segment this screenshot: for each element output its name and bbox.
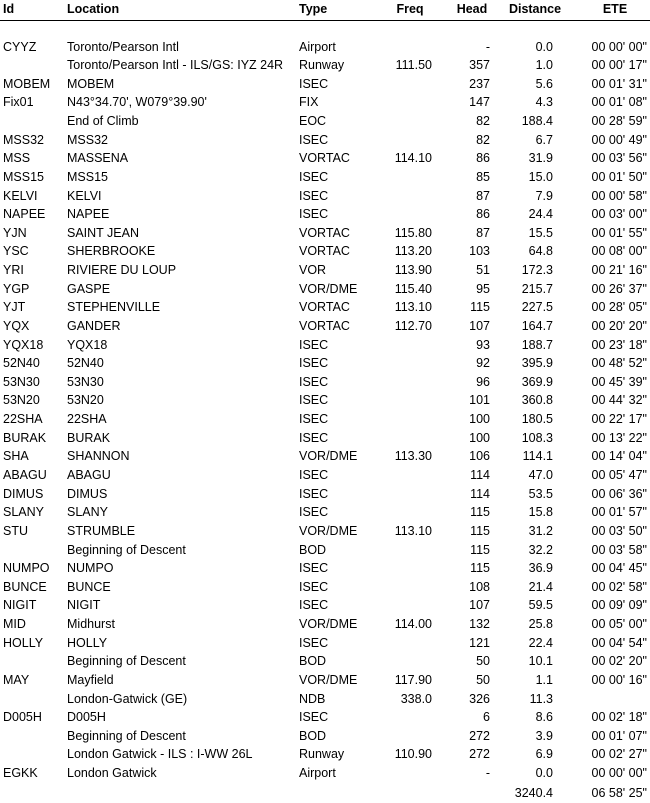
cell-head: 115 [470, 505, 490, 520]
cell-id: KELVI [3, 188, 38, 203]
cell-type: ISEC [299, 188, 329, 203]
cell-location: ABAGU [67, 467, 111, 482]
table-row[interactable] [0, 168, 650, 187]
cell-freq: 338.0 [400, 691, 432, 706]
cell-location: 52N40 [67, 356, 104, 371]
cell-ete: 00 00' 58" [591, 188, 647, 203]
cell-type: ISEC [299, 467, 329, 482]
table-row[interactable] [0, 485, 650, 504]
table-row[interactable] [0, 671, 650, 690]
cell-head: 108 [469, 579, 490, 594]
cell-distance: 15.5 [528, 225, 553, 240]
cell-location: GANDER [67, 318, 121, 333]
cell-id: YSC [3, 244, 29, 259]
cell-ete: 00 01' 07" [591, 728, 647, 743]
cell-type: VORTAC [299, 225, 350, 240]
cell-id: YRI [3, 263, 24, 278]
cell-type: FIX [299, 95, 319, 110]
cell-id: EGKK [3, 766, 38, 781]
totals-row [0, 784, 650, 802]
cell-head: 101 [469, 393, 490, 408]
cell-head: 50 [476, 654, 490, 669]
cell-distance: 15.0 [528, 169, 553, 184]
cell-id: DIMUS [3, 486, 44, 501]
table-row[interactable] [0, 522, 650, 541]
table-row[interactable] [0, 764, 650, 783]
cell-head: - [485, 766, 490, 781]
cell-location: DIMUS [67, 486, 108, 501]
cell-location: Toronto/Pearson Intl - ILS/GS: IYZ 24R [67, 58, 284, 73]
header-location[interactable]: Location [67, 2, 120, 16]
cell-type: ISEC [299, 710, 329, 725]
cell-location: SHERBROOKE [67, 244, 156, 259]
cell-distance: 53.5 [528, 486, 553, 501]
table-row[interactable] [0, 578, 650, 597]
table-header [0, 0, 650, 21]
cell-location: MSS32 [67, 132, 108, 147]
cell-ete: 00 00' 00" [591, 39, 647, 54]
cell-head: 51 [476, 263, 490, 278]
cell-type: ISEC [299, 393, 329, 408]
header-freq[interactable]: Freq [396, 2, 424, 16]
cell-location: BUNCE [67, 579, 111, 594]
cell-ete: 00 02' 18" [591, 710, 647, 725]
cell-type: Airport [299, 39, 336, 54]
cell-distance: 4.3 [535, 95, 553, 110]
table-row[interactable] [0, 559, 650, 578]
table-row[interactable] [0, 131, 650, 150]
cell-ete: 00 00' 17" [591, 58, 647, 73]
table-row[interactable] [0, 708, 650, 727]
table-row[interactable] [0, 727, 650, 746]
cell-type: VOR/DME [299, 281, 358, 296]
cell-ete: 00 26' 37" [591, 281, 647, 296]
cell-head: 132 [469, 617, 490, 632]
cell-freq: 113.10 [394, 300, 432, 315]
cell-ete: 00 01' 57" [591, 505, 647, 520]
cell-location: SAINT JEAN [67, 225, 140, 240]
cell-id: NAPEE [3, 207, 46, 222]
cell-id: BUNCE [3, 579, 47, 594]
cell-location: SLANY [67, 505, 108, 520]
cell-head: 115 [470, 542, 490, 557]
cell-distance: 47.0 [528, 467, 553, 482]
cell-id: 53N20 [3, 393, 40, 408]
cell-distance: 1.0 [535, 58, 553, 73]
cell-distance: 188.7 [521, 337, 553, 352]
cell-distance: 3.9 [535, 728, 553, 743]
cell-type: ISEC [299, 505, 329, 520]
cell-id: BURAK [3, 430, 47, 445]
table-row[interactable] [0, 447, 650, 466]
cell-type: Runway [299, 747, 345, 762]
table-row[interactable] [0, 690, 650, 709]
table-row[interactable] [0, 596, 650, 615]
table-row[interactable] [0, 205, 650, 224]
cell-id: MAY [3, 672, 30, 687]
cell-head: 357 [469, 58, 490, 73]
cell-type: BOD [299, 654, 327, 669]
cell-type: VORTAC [299, 300, 350, 315]
cell-head: 100 [469, 430, 490, 445]
cell-id: YQX [3, 318, 30, 333]
table-row[interactable] [0, 410, 650, 429]
cell-id: MSS [3, 151, 31, 166]
total-ete: 06 58' 25" [591, 786, 647, 800]
cell-head: 272 [469, 728, 490, 743]
cell-location: N43°34.70', W079°39.90' [67, 95, 207, 110]
cell-head: 86 [476, 151, 490, 166]
cell-head: 86 [476, 207, 490, 222]
cell-location: NIGIT [67, 598, 101, 613]
header-id[interactable]: Id [3, 2, 15, 16]
cell-location: STEPHENVILLE [67, 300, 161, 315]
cell-id: 52N40 [3, 356, 40, 371]
table-row[interactable] [0, 298, 650, 317]
cell-head: 95 [476, 281, 490, 296]
cell-type: NDB [299, 691, 326, 706]
cell-ete: 00 01' 08" [591, 95, 647, 110]
cell-location: NAPEE [67, 207, 110, 222]
cell-distance: 114.1 [522, 449, 553, 464]
table-row[interactable] [0, 745, 650, 764]
cell-distance: 215.7 [521, 281, 553, 296]
cell-head: 96 [476, 374, 490, 389]
cell-head: - [485, 39, 490, 54]
cell-head: 106 [469, 449, 490, 464]
cell-location: MOBEM [67, 76, 115, 91]
cell-type: VORTAC [299, 151, 350, 166]
cell-distance: 64.8 [528, 244, 553, 259]
cell-ete: 00 45' 39" [591, 374, 647, 389]
cell-freq: 114.10 [394, 151, 432, 166]
cell-freq: 113.20 [394, 244, 432, 259]
cell-id: YGP [3, 281, 30, 296]
table-row[interactable] [0, 373, 650, 392]
cell-id: Fix01 [3, 95, 34, 110]
cell-location: RIVIERE DU LOUP [67, 263, 177, 278]
cell-id: YJT [3, 300, 26, 315]
table-row[interactable] [0, 75, 650, 94]
cell-type: Airport [299, 766, 336, 781]
cell-location: London Gatwick - ILS : I-WW 26L [67, 747, 253, 762]
cell-head: 114 [470, 486, 490, 501]
cell-distance: 188.4 [521, 114, 553, 129]
cell-ete: 00 03' 56" [591, 151, 647, 166]
cell-id: YJN [3, 225, 27, 240]
cell-distance: 164.7 [521, 318, 553, 333]
cell-type: ISEC [299, 374, 329, 389]
cell-freq: 115.40 [394, 281, 432, 296]
cell-ete: 00 22' 17" [591, 412, 647, 427]
cell-head: 121 [469, 635, 490, 650]
table-row[interactable] [0, 224, 650, 243]
cell-id: CYYZ [3, 39, 37, 54]
cell-location: YQX18 [67, 337, 108, 352]
table-row[interactable] [0, 429, 650, 448]
cell-ete: 00 05' 00" [591, 617, 647, 632]
cell-type: ISEC [299, 76, 329, 91]
cell-head: 107 [469, 318, 490, 333]
cell-distance: 32.2 [528, 542, 553, 557]
cell-freq: 114.00 [394, 617, 432, 632]
cell-location: STRUMBLE [67, 523, 136, 538]
cell-location: Toronto/Pearson Intl [67, 39, 179, 54]
cell-location: D005H [67, 710, 106, 725]
cell-head: 87 [476, 225, 490, 240]
cell-ete: 00 00' 00" [591, 766, 647, 781]
cell-head: 82 [476, 114, 490, 129]
cell-type: ISEC [299, 132, 329, 147]
cell-type: ISEC [299, 337, 329, 352]
cell-distance: 5.6 [535, 76, 553, 91]
cell-location: Mayfield [67, 672, 114, 687]
cell-type: VOR/DME [299, 523, 358, 538]
cell-head: 272 [469, 747, 490, 762]
cell-distance: 31.2 [528, 523, 553, 538]
cell-ete: 00 01' 50" [591, 169, 647, 184]
cell-distance: 0.0 [535, 39, 553, 54]
cell-ete: 00 02' 58" [591, 579, 647, 594]
cell-type: ISEC [299, 169, 329, 184]
cell-distance: 36.9 [528, 561, 553, 576]
cell-distance: 0.0 [535, 766, 553, 781]
cell-distance: 15.8 [528, 505, 553, 520]
cell-type: BOD [299, 542, 327, 557]
table-row[interactable] [0, 503, 650, 522]
cell-id: HOLLY [3, 635, 44, 650]
cell-ete: 00 02' 27" [591, 747, 647, 762]
cell-freq: 110.90 [394, 747, 432, 762]
cell-id: ABAGU [3, 467, 47, 482]
cell-location: Beginning of Descent [67, 654, 186, 669]
header-distance[interactable]: Distance [508, 2, 562, 16]
cell-distance: 227.5 [521, 300, 553, 315]
cell-distance: 360.8 [521, 393, 553, 408]
cell-type: VORTAC [299, 244, 350, 259]
cell-freq: 113.10 [394, 523, 432, 538]
header-ete[interactable]: ETE [602, 2, 628, 16]
cell-location: 53N30 [67, 374, 104, 389]
cell-type: Runway [299, 58, 345, 73]
cell-type: ISEC [299, 356, 329, 371]
cell-id: NUMPO [3, 561, 50, 576]
cell-type: VOR/DME [299, 672, 358, 687]
cell-head: 107 [469, 598, 490, 613]
cell-ete: 00 14' 04" [591, 449, 647, 464]
cell-distance: 108.3 [521, 430, 553, 445]
cell-freq: 117.90 [394, 672, 432, 687]
cell-head: 115 [470, 300, 490, 315]
cell-location: BURAK [67, 430, 111, 445]
cell-freq: 113.30 [394, 449, 432, 464]
cell-location: Midhurst [67, 617, 115, 632]
total-distance: 3240.4 [514, 786, 553, 800]
cell-type: VOR/DME [299, 449, 358, 464]
cell-ete: 00 23' 18" [591, 337, 647, 352]
header-head[interactable]: Head [456, 2, 488, 16]
cell-id: SLANY [3, 505, 44, 520]
table-row[interactable] [0, 317, 650, 336]
cell-head: 92 [476, 356, 490, 371]
table-row[interactable] [0, 541, 650, 560]
cell-head: 103 [469, 244, 490, 259]
cell-id: YQX18 [3, 337, 44, 352]
table-row[interactable] [0, 391, 650, 410]
cell-distance: 21.4 [528, 579, 553, 594]
table-row[interactable] [0, 56, 650, 75]
cell-type: VOR [299, 263, 327, 278]
cell-type: ISEC [299, 412, 329, 427]
table-row[interactable] [0, 38, 650, 57]
cell-ete: 00 00' 16" [591, 672, 647, 687]
cell-location: London Gatwick [67, 766, 157, 781]
cell-type: ISEC [299, 486, 329, 501]
cell-distance: 172.3 [521, 263, 553, 278]
cell-head: 115 [470, 561, 490, 576]
cell-id: MSS32 [3, 132, 44, 147]
cell-distance: 59.5 [528, 598, 553, 613]
cell-head: 326 [469, 691, 490, 706]
cell-head: 115 [470, 523, 490, 538]
cell-ete: 00 04' 54" [591, 635, 647, 650]
cell-distance: 369.9 [521, 374, 553, 389]
cell-ete: 00 03' 58" [591, 542, 647, 557]
cell-ete: 00 28' 05" [591, 300, 647, 315]
cell-location: MASSENA [67, 151, 129, 166]
cell-head: 147 [469, 95, 490, 110]
table-row[interactable] [0, 149, 650, 168]
cell-type: VORTAC [299, 318, 350, 333]
cell-ete: 00 44' 32" [591, 393, 647, 408]
cell-id: NIGIT [3, 598, 37, 613]
cell-location: Beginning of Descent [67, 728, 186, 743]
cell-type: ISEC [299, 207, 329, 222]
cell-head: 87 [476, 188, 490, 203]
cell-ete: 00 03' 50" [591, 523, 647, 538]
table-row[interactable] [0, 242, 650, 261]
cell-freq: 112.70 [394, 318, 432, 333]
cell-ete: 00 05' 47" [591, 467, 647, 482]
cell-distance: 10.1 [528, 654, 553, 669]
cell-type: EOC [299, 114, 327, 129]
cell-id: MID [3, 617, 26, 632]
cell-ete: 00 08' 00" [591, 244, 647, 259]
cell-location: End of Climb [67, 114, 139, 129]
cell-freq: 113.90 [394, 263, 432, 278]
cell-ete: 00 13' 22" [591, 430, 647, 445]
cell-distance: 25.8 [528, 617, 553, 632]
table-row[interactable] [0, 187, 650, 206]
cell-id: MSS15 [3, 169, 44, 184]
cell-id: 22SHA [3, 412, 43, 427]
table-row[interactable] [0, 93, 650, 112]
header-type[interactable]: Type [299, 2, 328, 16]
cell-id: MOBEM [3, 76, 51, 91]
table-row[interactable] [0, 336, 650, 355]
cell-head: 82 [476, 132, 490, 147]
cell-location: 53N20 [67, 393, 104, 408]
cell-ete: 00 03' 00" [591, 207, 647, 222]
table-row[interactable] [0, 615, 650, 634]
cell-location: KELVI [67, 188, 102, 203]
cell-head: 114 [470, 467, 490, 482]
cell-type: ISEC [299, 561, 329, 576]
cell-location: Beginning of Descent [67, 542, 186, 557]
cell-distance: 8.6 [535, 710, 553, 725]
cell-ete: 00 20' 20" [591, 318, 647, 333]
cell-id: D005H [3, 710, 42, 725]
table-row[interactable] [0, 280, 650, 299]
cell-distance: 7.9 [535, 188, 553, 203]
cell-id: 53N30 [3, 374, 40, 389]
cell-head: 50 [476, 672, 490, 687]
cell-distance: 1.1 [535, 672, 553, 687]
table-row[interactable] [0, 652, 650, 671]
cell-head: 85 [476, 169, 490, 184]
cell-type: BOD [299, 728, 327, 743]
cell-ete: 00 09' 09" [591, 598, 647, 613]
cell-type: ISEC [299, 635, 329, 650]
cell-id: STU [3, 523, 28, 538]
cell-location: London-Gatwick (GE) [67, 691, 188, 706]
cell-ete: 00 28' 59" [591, 114, 647, 129]
cell-location: 22SHA [67, 412, 107, 427]
cell-location: GASPE [67, 281, 111, 296]
cell-ete: 00 01' 55" [591, 225, 647, 240]
cell-head: 100 [469, 412, 490, 427]
cell-distance: 11.3 [529, 691, 553, 706]
cell-type: ISEC [299, 579, 329, 594]
cell-location: NUMPO [67, 561, 114, 576]
cell-ete: 00 02' 20" [591, 654, 647, 669]
cell-id: SHA [3, 449, 29, 464]
table-row[interactable] [0, 112, 650, 131]
cell-distance: 6.7 [535, 132, 553, 147]
cell-type: ISEC [299, 430, 329, 445]
cell-distance: 22.4 [528, 635, 553, 650]
cell-ete: 00 04' 45" [591, 561, 647, 576]
cell-type: ISEC [299, 598, 329, 613]
table-row[interactable] [0, 261, 650, 280]
cell-type: VOR/DME [299, 617, 358, 632]
cell-location: MSS15 [67, 169, 108, 184]
cell-freq: 111.50 [395, 58, 432, 73]
cell-ete: 00 00' 49" [591, 132, 647, 147]
cell-head: 93 [476, 337, 490, 352]
cell-ete: 00 06' 36" [591, 486, 647, 501]
cell-distance: 180.5 [521, 412, 553, 427]
cell-distance: 24.4 [528, 207, 553, 222]
cell-head: 6 [483, 710, 490, 725]
table-row[interactable] [0, 354, 650, 373]
cell-ete: 00 21' 16" [591, 263, 647, 278]
cell-distance: 6.9 [535, 747, 553, 762]
table-row[interactable] [0, 466, 650, 485]
cell-freq: 115.80 [394, 225, 432, 240]
cell-distance: 395.9 [521, 356, 553, 371]
cell-ete: 00 48' 52" [591, 356, 647, 371]
cell-distance: 31.9 [528, 151, 553, 166]
table-row[interactable] [0, 634, 650, 653]
cell-location: SHANNON [67, 449, 130, 464]
cell-location: HOLLY [67, 635, 108, 650]
cell-ete: 00 01' 31" [591, 76, 647, 91]
cell-head: 237 [469, 76, 490, 91]
